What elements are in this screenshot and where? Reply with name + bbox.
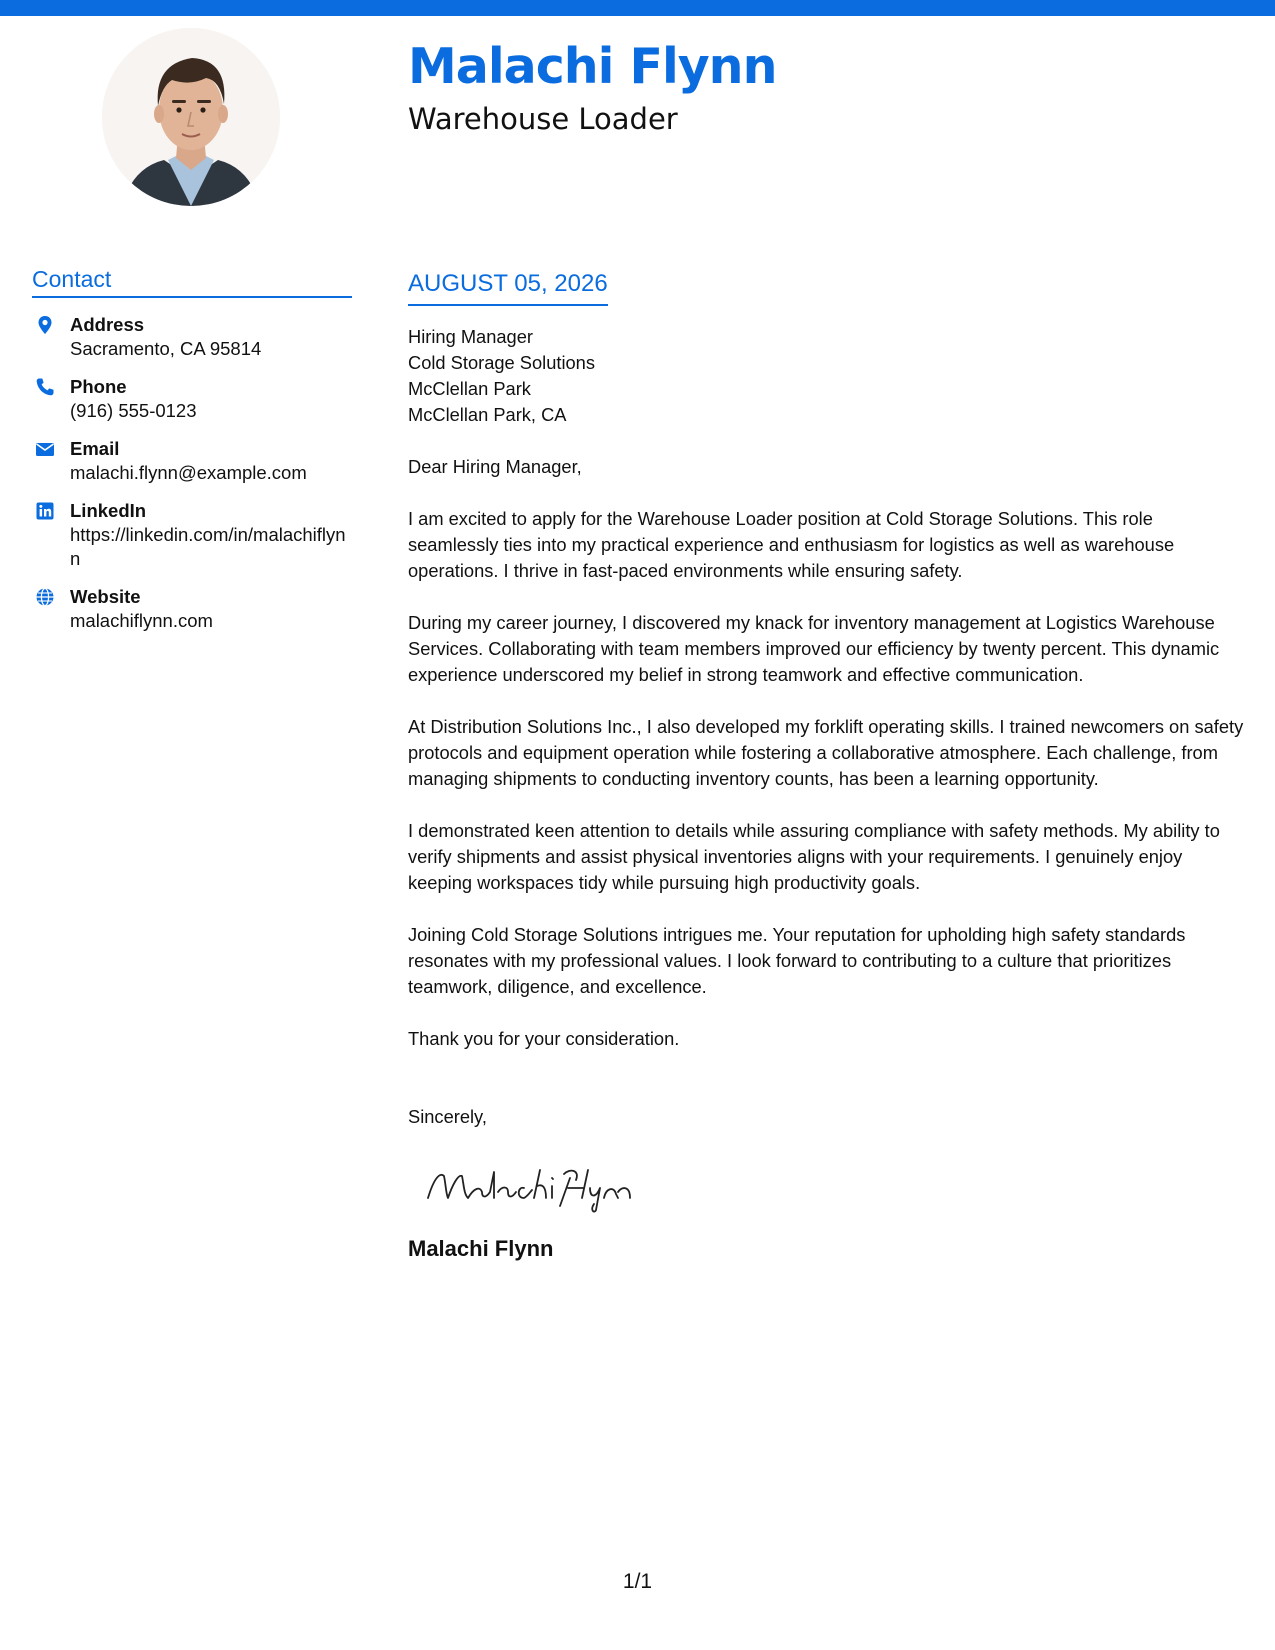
letter-paragraph: Thank you for your consideration. — [408, 1028, 680, 1049]
handwritten-signature — [424, 1158, 1248, 1214]
signer-name: Malachi Flynn — [408, 1236, 554, 1261]
letter-date: AUGUST 05, 2026 — [408, 268, 608, 306]
recipient-block — [408, 324, 1248, 428]
phone-value[interactable]: (916) 555-0123 — [70, 399, 197, 421]
recipient-line: McClellan Park — [408, 378, 531, 399]
letter-paragraph: I demonstrated keen attention to details while assuring compliance with safety methods. My ability to verify shipments and assist physical inventories aligns with your requirements. I genuinely enjoy keeping workspaces tidy while pursuing high productivity goals. — [408, 820, 1220, 893]
linkedin-label: LinkedIn — [70, 499, 147, 521]
phone-icon — [35, 377, 55, 397]
contact-phone — [32, 374, 352, 423]
job-title: Warehouse Loader — [408, 102, 678, 136]
recipient-line: Cold Storage Solutions — [408, 352, 595, 373]
website-label: Website — [70, 585, 141, 607]
profile-photo — [102, 28, 280, 206]
linkedin-value[interactable]: https://linkedin.com/in/malachiflynn — [70, 523, 346, 569]
phone-label: Phone — [70, 375, 127, 397]
address-label: Address — [70, 313, 145, 335]
letter-paragraph: During my career journey, I discovered my knack for inventory management at Logistics Warehouse Services. Collaborating with team members improved our efficiency by twenty percent. This dynamic experience underscored my belief in strong teamwork and effective communication. — [408, 612, 1220, 685]
website-value[interactable]: malachiflynn.com — [70, 609, 213, 631]
letter-paragraph: At Distribution Solutions Inc., I also developed my forklift operating skills. I trained newcomers on safety protocols and equipment operation while fostering a collaborative atmosphere. Each challenge, from managing shipments to conducting inventory counts, has been a learning opportunity. — [408, 716, 1244, 789]
closing: Sincerely, — [408, 1106, 487, 1127]
contact-website — [32, 584, 352, 633]
email-value[interactable]: malachi.flynn@example.com — [70, 461, 307, 483]
contact-email — [32, 436, 352, 485]
contact-linkedin — [32, 498, 352, 571]
top-accent-bar — [0, 0, 1275, 16]
recipient-line: McClellan Park, CA — [408, 404, 567, 425]
contact-sidebar — [32, 266, 352, 633]
letter-paragraph: I am excited to apply for the Warehouse Loader position at Cold Storage Solutions. This role seamlessly ties into my practical experience and enthusiasm for logistics as well as warehouse operations. I thrive in fast-paced environments while ensuring safety. — [408, 508, 1175, 581]
email-label: Email — [70, 437, 120, 459]
recipient-line: Hiring Manager — [408, 326, 533, 347]
page-number: 1/1 — [622, 1570, 653, 1593]
salutation: Dear Hiring Manager, — [408, 456, 582, 477]
linkedin-icon — [35, 501, 55, 521]
address-value: Sacramento, CA 95814 — [70, 337, 262, 359]
globe-icon — [35, 587, 55, 607]
applicant-name: Malachi Flynn — [408, 38, 777, 95]
contact-section-title: Contact — [32, 266, 352, 298]
letter-body — [408, 268, 1248, 1262]
email-icon — [35, 439, 55, 459]
location-pin-icon — [35, 315, 55, 335]
contact-address — [32, 312, 352, 361]
letter-paragraph: Joining Cold Storage Solutions intrigues me. Your reputation for upholding high safety standards resonates with my professional values. I look forward to contributing to a culture that prioritizes teamwork, diligence, and excellence. — [408, 924, 1186, 997]
